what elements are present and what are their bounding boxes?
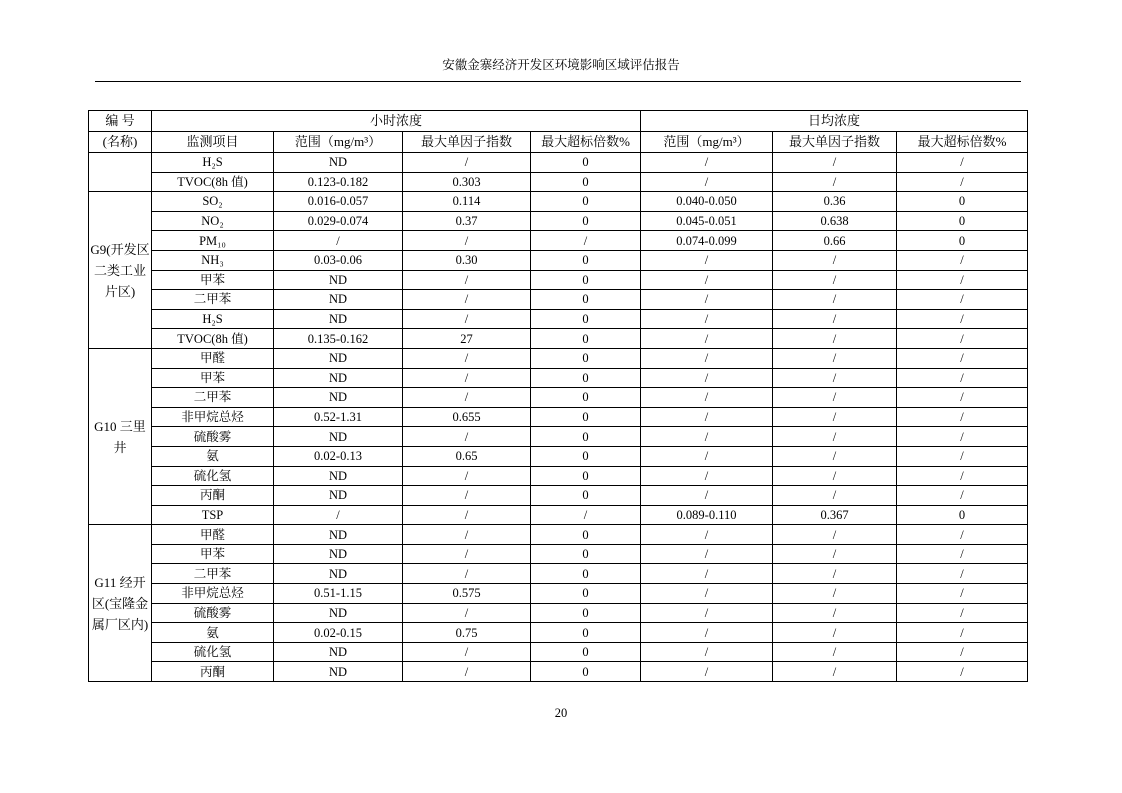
hourly-exceed-cell: /: [531, 231, 641, 251]
hourly-exceed-cell: 0: [531, 623, 641, 643]
daily-exceed-cell: /: [897, 329, 1028, 349]
hourly-range-cell: ND: [274, 486, 403, 506]
hourly-range-cell: ND: [274, 525, 403, 545]
hourly-exceed-cell: 0: [531, 153, 641, 173]
hourly-index-cell: 0.575: [403, 584, 531, 604]
hourly-exceed-cell: 0: [531, 564, 641, 584]
daily-index-cell: 0.638: [773, 211, 897, 231]
daily-exceed-cell: /: [897, 348, 1028, 368]
station-cell: G9(开发区二类工业片区): [89, 192, 152, 349]
item-cell: 非甲烷总烃: [152, 407, 274, 427]
daily-exceed-cell: /: [897, 309, 1028, 329]
daily-index-cell: /: [773, 642, 897, 662]
hourly-range-cell: 0.02-0.15: [274, 623, 403, 643]
daily-exceed-cell: 0: [897, 505, 1028, 525]
item-cell: 氨: [152, 446, 274, 466]
table-row: [89, 348, 1028, 368]
daily-index-cell: /: [773, 329, 897, 349]
table-row: [89, 192, 1028, 212]
daily-range-cell: /: [641, 584, 773, 604]
table-row: [89, 603, 1028, 623]
hourly-index-cell: /: [403, 427, 531, 447]
item-cell: 甲苯: [152, 368, 274, 388]
hourly-index-cell: 0.30: [403, 250, 531, 270]
hourly-exceed-cell: 0: [531, 368, 641, 388]
station-cell: G10 三里井: [89, 348, 152, 524]
hourly-range-cell: /: [274, 505, 403, 525]
daily-exceed-cell: /: [897, 623, 1028, 643]
station-header-bottom: (名称): [89, 132, 152, 153]
page-header: 安徽金寨经济开发区环境影响区域评估报告: [442, 58, 680, 72]
hourly-range-cell: ND: [274, 368, 403, 388]
station-header-top: 编 号: [89, 111, 152, 132]
daily-index-header: 最大单因子指数: [773, 132, 897, 153]
daily-index-cell: /: [773, 172, 897, 192]
table-row: [89, 231, 1028, 251]
daily-index-cell: /: [773, 564, 897, 584]
daily-range-cell: /: [641, 525, 773, 545]
monitoring-results-table: [88, 110, 1028, 682]
daily-range-cell: /: [641, 603, 773, 623]
hourly-range-cell: 0.123-0.182: [274, 172, 403, 192]
hourly-exceed-cell: 0: [531, 192, 641, 212]
station-cell: [89, 153, 152, 192]
daily-exceed-cell: /: [897, 525, 1028, 545]
hourly-exceed-cell: 0: [531, 211, 641, 231]
hourly-index-cell: /: [403, 544, 531, 564]
hourly-range-cell: ND: [274, 603, 403, 623]
item-cell: 甲苯: [152, 544, 274, 564]
daily-exceed-cell: /: [897, 407, 1028, 427]
daily-index-cell: /: [773, 466, 897, 486]
hourly-exceed-cell: 0: [531, 309, 641, 329]
hourly-exceed-cell: 0: [531, 446, 641, 466]
daily-exceed-cell: /: [897, 427, 1028, 447]
hourly-index-cell: 0.655: [403, 407, 531, 427]
table-row: [89, 427, 1028, 447]
hourly-index-cell: 27: [403, 329, 531, 349]
daily-exceed-cell: /: [897, 446, 1028, 466]
station-cell: G11 经开区(宝隆金属厂区内): [89, 525, 152, 682]
table-row: [89, 329, 1028, 349]
item-cell: TVOC(8h 值): [152, 172, 274, 192]
hourly-range-cell: ND: [274, 348, 403, 368]
daily-range-cell: /: [641, 407, 773, 427]
daily-index-cell: /: [773, 270, 897, 290]
daily-exceed-cell: 0: [897, 192, 1028, 212]
daily-exceed-cell: 0: [897, 211, 1028, 231]
table-row: [89, 642, 1028, 662]
daily-exceed-cell: /: [897, 564, 1028, 584]
hourly-range-cell: ND: [274, 388, 403, 408]
item-cell: SO₂: [152, 192, 274, 212]
daily-index-cell: /: [773, 486, 897, 506]
daily-exceed-cell: /: [897, 486, 1028, 506]
item-cell: NO₂: [152, 211, 274, 231]
hourly-range-cell: /: [274, 231, 403, 251]
daily-exceed-cell: /: [897, 250, 1028, 270]
daily-index-cell: 0.36: [773, 192, 897, 212]
table-row: [89, 505, 1028, 525]
item-cell: TSP: [152, 505, 274, 525]
daily-range-cell: /: [641, 623, 773, 643]
daily-exceed-cell: /: [897, 153, 1028, 173]
hourly-range-cell: 0.02-0.13: [274, 446, 403, 466]
hourly-exceed-cell: 0: [531, 525, 641, 545]
daily-index-cell: /: [773, 348, 897, 368]
hourly-exceed-cell: 0: [531, 329, 641, 349]
item-cell: 二甲苯: [152, 564, 274, 584]
daily-range-cell: /: [641, 172, 773, 192]
hourly-index-cell: /: [403, 309, 531, 329]
table-row: [89, 662, 1028, 682]
daily-range-cell: /: [641, 329, 773, 349]
hourly-index-cell: /: [403, 603, 531, 623]
table-row: [89, 250, 1028, 270]
table-row: [89, 623, 1028, 643]
daily-exceed-cell: /: [897, 544, 1028, 564]
daily-exceed-cell: /: [897, 290, 1028, 310]
hourly-exceed-cell: 0: [531, 427, 641, 447]
header-row-1: [89, 111, 1028, 132]
hourly-range-cell: ND: [274, 290, 403, 310]
hourly-exceed-cell: 0: [531, 250, 641, 270]
daily-exceed-cell: /: [897, 388, 1028, 408]
hourly-range-cell: 0.51-1.15: [274, 584, 403, 604]
hourly-index-cell: 0.65: [403, 446, 531, 466]
hourly-exceed-cell: 0: [531, 466, 641, 486]
daily-exceed-cell: /: [897, 584, 1028, 604]
item-cell: 二甲苯: [152, 290, 274, 310]
daily-range-cell: 0.045-0.051: [641, 211, 773, 231]
hourly-range-cell: ND: [274, 427, 403, 447]
item-header: 监测项目: [152, 132, 274, 153]
item-cell: 氨: [152, 623, 274, 643]
table-row: [89, 525, 1028, 545]
hourly-range-cell: 0.52-1.31: [274, 407, 403, 427]
table-row: [89, 153, 1028, 173]
header-divider: [95, 81, 1021, 82]
item-cell: PM₁₀: [152, 231, 274, 251]
hourly-index-cell: /: [403, 231, 531, 251]
header-row-2: [89, 132, 1028, 153]
daily-index-cell: /: [773, 309, 897, 329]
hourly-concentration-header: 小时浓度: [152, 111, 641, 132]
page-number: 20: [554, 706, 568, 720]
hourly-range-cell: ND: [274, 309, 403, 329]
item-cell: 非甲烷总烃: [152, 584, 274, 604]
hourly-index-cell: /: [403, 662, 531, 682]
hourly-index-cell: /: [403, 388, 531, 408]
hourly-index-cell: /: [403, 505, 531, 525]
hourly-index-cell: 0.114: [403, 192, 531, 212]
hourly-index-cell: /: [403, 466, 531, 486]
daily-index-cell: 0.367: [773, 505, 897, 525]
hourly-range-cell: ND: [274, 544, 403, 564]
daily-range-cell: 0.089-0.110: [641, 505, 773, 525]
table-row: [89, 564, 1028, 584]
table-row: [89, 466, 1028, 486]
daily-range-cell: /: [641, 564, 773, 584]
daily-index-cell: /: [773, 368, 897, 388]
item-cell: 二甲苯: [152, 388, 274, 408]
daily-range-cell: /: [641, 153, 773, 173]
hourly-range-cell: ND: [274, 662, 403, 682]
hourly-exceed-cell: /: [531, 505, 641, 525]
daily-range-cell: /: [641, 486, 773, 506]
hourly-range-cell: 0.135-0.162: [274, 329, 403, 349]
daily-range-cell: /: [641, 466, 773, 486]
daily-exceed-cell: /: [897, 368, 1028, 388]
daily-range-cell: /: [641, 446, 773, 466]
table-row: [89, 211, 1028, 231]
item-cell: H₂S: [152, 309, 274, 329]
daily-index-cell: /: [773, 584, 897, 604]
item-cell: 甲醛: [152, 348, 274, 368]
hourly-index-cell: /: [403, 486, 531, 506]
hourly-exceed-cell: 0: [531, 603, 641, 623]
daily-range-cell: /: [641, 642, 773, 662]
daily-range-cell: /: [641, 250, 773, 270]
hourly-index-header: 最大单因子指数: [403, 132, 531, 153]
item-cell: 硫化氢: [152, 466, 274, 486]
hourly-index-cell: /: [403, 153, 531, 173]
table-row: [89, 309, 1028, 329]
table-row: [89, 446, 1028, 466]
daily-index-cell: /: [773, 623, 897, 643]
hourly-index-cell: /: [403, 270, 531, 290]
daily-exceed-cell: /: [897, 603, 1028, 623]
daily-range-cell: /: [641, 368, 773, 388]
hourly-index-cell: /: [403, 525, 531, 545]
daily-exceed-cell: /: [897, 662, 1028, 682]
item-cell: 硫酸雾: [152, 427, 274, 447]
daily-range-cell: /: [641, 427, 773, 447]
hourly-index-cell: 0.75: [403, 623, 531, 643]
daily-range-cell: 0.074-0.099: [641, 231, 773, 251]
daily-exceed-header: 最大超标倍数%: [897, 132, 1028, 153]
hourly-exceed-cell: 0: [531, 407, 641, 427]
item-cell: TVOC(8h 值): [152, 329, 274, 349]
table-row: [89, 407, 1028, 427]
hourly-range-cell: ND: [274, 270, 403, 290]
daily-index-cell: /: [773, 407, 897, 427]
hourly-index-cell: /: [403, 348, 531, 368]
daily-range-header: 范围（mg/m³）: [641, 132, 773, 153]
table-row: [89, 270, 1028, 290]
daily-index-cell: /: [773, 544, 897, 564]
daily-index-cell: /: [773, 388, 897, 408]
hourly-exceed-cell: 0: [531, 290, 641, 310]
hourly-exceed-header: 最大超标倍数%: [531, 132, 641, 153]
daily-exceed-cell: 0: [897, 231, 1028, 251]
hourly-index-cell: 0.37: [403, 211, 531, 231]
daily-index-cell: /: [773, 525, 897, 545]
table-row: [89, 388, 1028, 408]
hourly-exceed-cell: 0: [531, 662, 641, 682]
item-cell: 甲苯: [152, 270, 274, 290]
daily-index-cell: /: [773, 446, 897, 466]
hourly-index-cell: /: [403, 642, 531, 662]
item-cell: 丙酮: [152, 486, 274, 506]
table-row: [89, 172, 1028, 192]
daily-range-cell: /: [641, 388, 773, 408]
table-body: [89, 153, 1028, 682]
daily-index-cell: /: [773, 603, 897, 623]
table-row: [89, 486, 1028, 506]
daily-index-cell: /: [773, 290, 897, 310]
hourly-exceed-cell: 0: [531, 486, 641, 506]
daily-range-cell: /: [641, 544, 773, 564]
daily-exceed-cell: /: [897, 172, 1028, 192]
table-row: [89, 368, 1028, 388]
daily-range-cell: /: [641, 290, 773, 310]
daily-concentration-header: 日均浓度: [641, 111, 1028, 132]
item-cell: H₂S: [152, 153, 274, 173]
hourly-range-cell: ND: [274, 153, 403, 173]
item-cell: 硫酸雾: [152, 603, 274, 623]
item-cell: NH₃: [152, 250, 274, 270]
daily-index-cell: /: [773, 250, 897, 270]
item-cell: 甲醛: [152, 525, 274, 545]
daily-range-cell: /: [641, 309, 773, 329]
hourly-range-cell: ND: [274, 466, 403, 486]
hourly-exceed-cell: 0: [531, 270, 641, 290]
hourly-exceed-cell: 0: [531, 388, 641, 408]
hourly-range-cell: 0.016-0.057: [274, 192, 403, 212]
hourly-exceed-cell: 0: [531, 584, 641, 604]
daily-index-cell: 0.66: [773, 231, 897, 251]
daily-exceed-cell: /: [897, 642, 1028, 662]
daily-exceed-cell: /: [897, 466, 1028, 486]
table-row: [89, 290, 1028, 310]
hourly-exceed-cell: 0: [531, 172, 641, 192]
hourly-range-cell: 0.03-0.06: [274, 250, 403, 270]
hourly-exceed-cell: 0: [531, 544, 641, 564]
daily-range-cell: 0.040-0.050: [641, 192, 773, 212]
hourly-range-cell: ND: [274, 564, 403, 584]
item-cell: 硫化氢: [152, 642, 274, 662]
daily-range-cell: /: [641, 348, 773, 368]
item-cell: 丙酮: [152, 662, 274, 682]
hourly-index-cell: /: [403, 290, 531, 310]
hourly-index-cell: 0.303: [403, 172, 531, 192]
daily-index-cell: /: [773, 427, 897, 447]
hourly-range-cell: 0.029-0.074: [274, 211, 403, 231]
daily-index-cell: /: [773, 662, 897, 682]
hourly-range-cell: ND: [274, 642, 403, 662]
hourly-index-cell: /: [403, 368, 531, 388]
daily-range-cell: /: [641, 662, 773, 682]
table-row: [89, 544, 1028, 564]
hourly-range-header: 范围（mg/m³）: [274, 132, 403, 153]
daily-index-cell: /: [773, 153, 897, 173]
daily-range-cell: /: [641, 270, 773, 290]
daily-exceed-cell: /: [897, 270, 1028, 290]
hourly-exceed-cell: 0: [531, 642, 641, 662]
hourly-exceed-cell: 0: [531, 348, 641, 368]
hourly-index-cell: /: [403, 564, 531, 584]
table-row: [89, 584, 1028, 604]
